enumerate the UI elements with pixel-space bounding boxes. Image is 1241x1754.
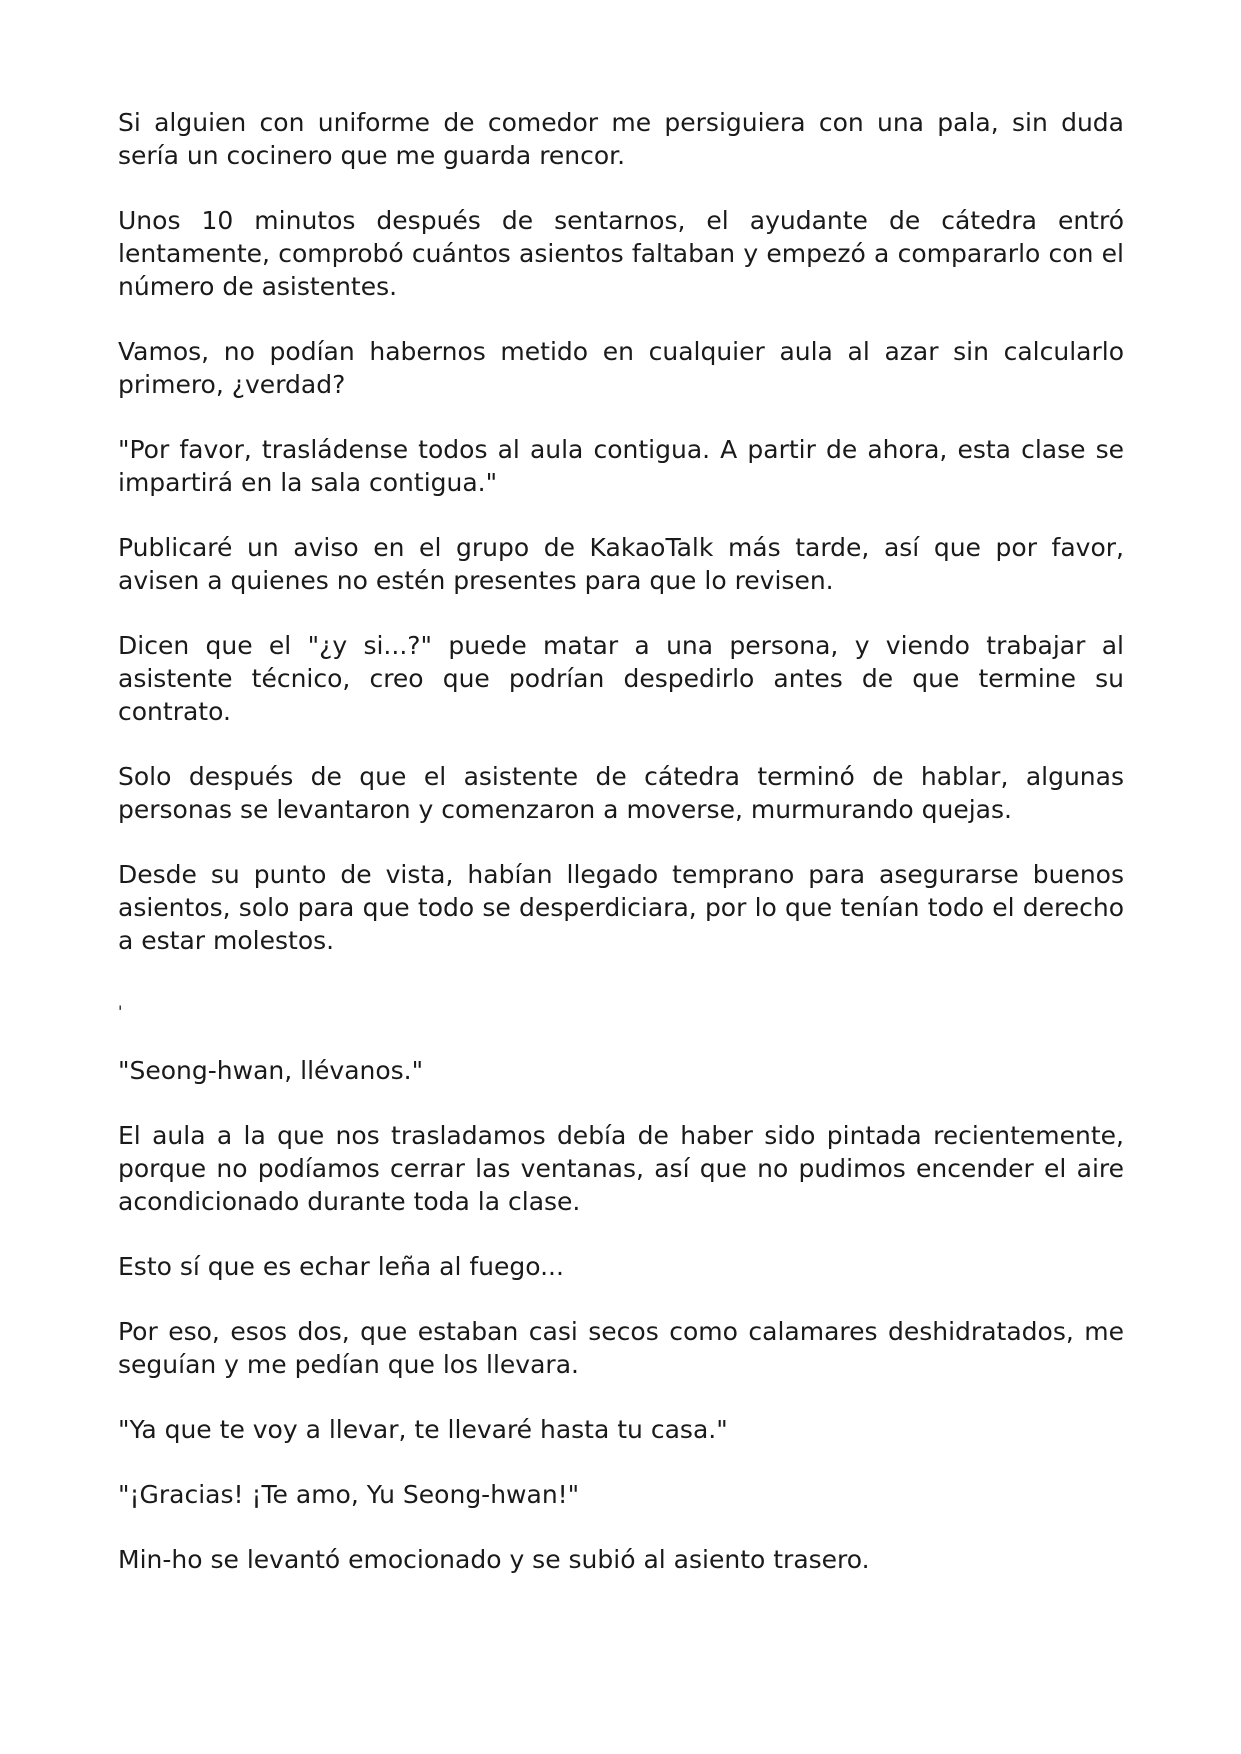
paragraph: Solo después de que el asistente de cátedra terminó de hablar, algunas personas se levantaron y comenzaron a moverse, murmurando quejas. (118, 762, 1124, 824)
paragraph: Si alguien con uniforme de comedor me persiguiera con una pala, sin duda sería un cocinero que me guarda rencor. (118, 108, 1124, 170)
paragraph: Min-ho se levantó emocionado y se subió al asiento trasero. (118, 1545, 870, 1574)
paragraph: Vamos, no podían habernos metido en cualquier aula al azar sin calcularlo primero, ¿verdad? (118, 337, 1124, 399)
paragraph: Por eso, esos dos, que estaban casi secos como calamares deshidratados, me seguían y me pedían que los llevara. (118, 1317, 1124, 1379)
paragraph: Dicen que el "¿y si...?" puede matar a una persona, y viendo trabajar al asistente técnico, creo que podrían despedirlo antes de que termine su contrato. (118, 631, 1124, 726)
paragraph: Unos 10 minutos después de sentarnos, el ayudante de cátedra entró lentamente, comprobó cuántos asientos faltaban y empezó a compararlo con el número de asistentes. (118, 206, 1124, 301)
paragraph: "Por favor, trasládense todos al aula contigua. A partir de ahora, esta clase se impartirá en la sala contigua." (118, 435, 1124, 497)
paragraph: "Ya que te voy a llevar, te llevaré hasta tu casa." (118, 1415, 728, 1444)
paragraph: Publicaré un aviso en el grupo de KakaoTalk más tarde, así que por favor, avisen a quienes no estén presentes para que lo revisen. (118, 533, 1124, 595)
stray-mark: ' (118, 1002, 123, 1021)
document-page (118, 106, 1124, 1608)
paragraph: "Seong-hwan, llévanos." (118, 1056, 424, 1085)
paragraph: Esto sí que es echar leña al fuego... (118, 1252, 564, 1281)
paragraph: Desde su punto de vista, habían llegado temprano para asegurarse buenos asientos, solo para que todo se desperdiciara, por lo que tenían todo el derecho a estar molestos. (118, 860, 1124, 955)
paragraph: "¡Gracias! ¡Te amo, Yu Seong-hwan!" (118, 1480, 580, 1509)
paragraph: El aula a la que nos trasladamos debía de haber sido pintada recientemente, porque no podíamos cerrar las ventanas, así que no pudimos encender el aire acondicionado durante toda la clase. (118, 1121, 1124, 1216)
